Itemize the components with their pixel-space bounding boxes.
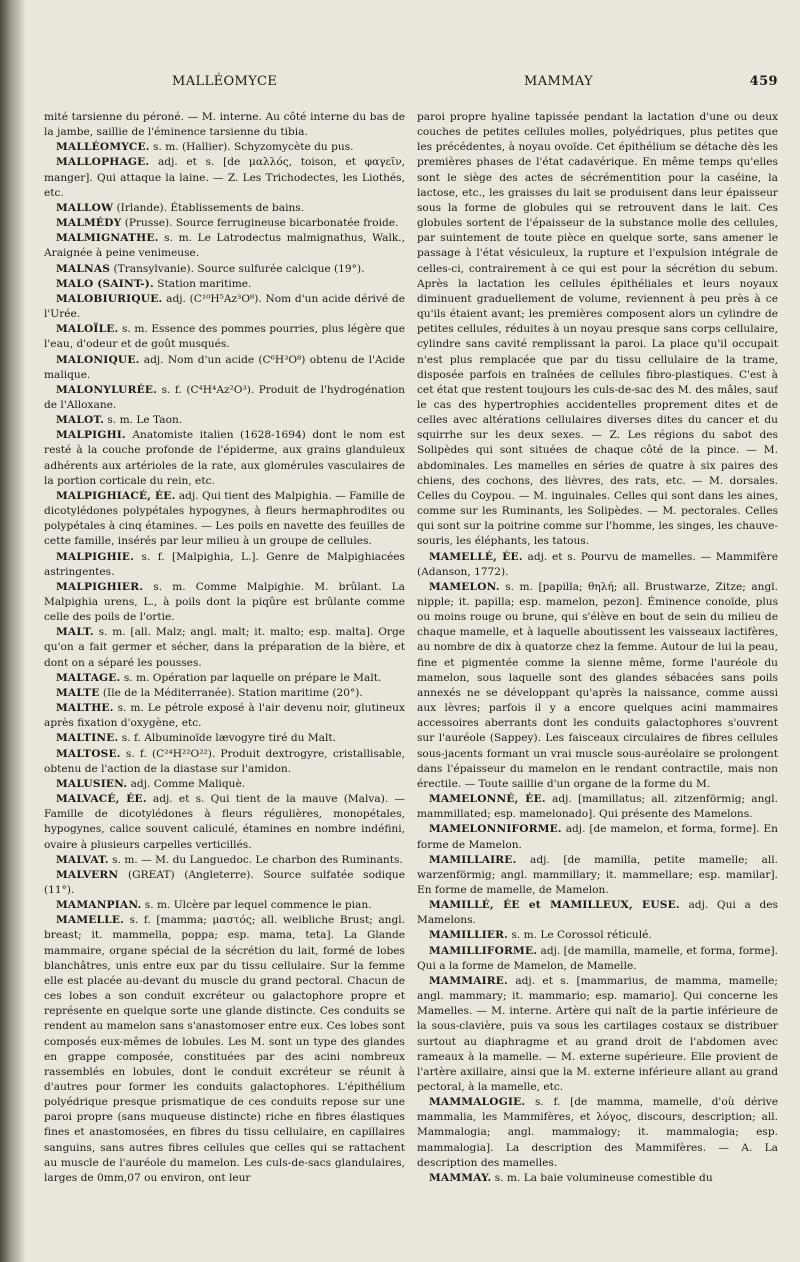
running-header [44, 74, 778, 98]
entry-definition: mité tarsienne du péroné. — M. interne. Au côté interne du bas de la jambe, saillie de l'éminence tarsienne du tibia. [44, 111, 405, 139]
entry-headword: MALMIGNATHE. [56, 232, 159, 245]
dictionary-entry [44, 155, 405, 200]
entry-definition: adj. [mamillatus; all. zitzenförmig; angl. mammillated; esp. mamelonado]. Qui présente des Mamelons. [417, 793, 778, 821]
dictionary-entry [44, 277, 405, 292]
dictionary-entry [417, 580, 778, 792]
dictionary-entry [44, 792, 405, 853]
entry-headword: MAMELLÉ, ÉE. [429, 550, 523, 563]
entry-headword: MALUSIEN. [56, 777, 128, 790]
entry-headword: MAMMAIRE. [429, 974, 508, 987]
dictionary-entry [44, 686, 405, 701]
entry-definition: adj. (C¹⁰H⁵Az³O⁸). Nom d'un acide dérivé de l'Urée. [44, 292, 405, 321]
entry-headword: MALPIGHIACÉ, ÉE. [56, 489, 176, 502]
dictionary-entry [417, 898, 778, 928]
entry-headword: MALLOW [56, 201, 114, 214]
entry-headword: MALT. [56, 626, 94, 639]
entry-headword: MALONIQUE. [56, 353, 140, 366]
dictionary-entry [44, 747, 405, 777]
entry-definition: (Ile de la Méditerranée). Station maritime (20°). [102, 686, 363, 699]
dictionary-entry [44, 201, 405, 216]
entry-definition: s. m. La baie volumineuse comestible du [494, 1171, 713, 1184]
right-column [417, 110, 778, 1242]
dictionary-entry [44, 110, 405, 140]
entry-headword: MALNAS [56, 262, 111, 275]
entry-headword: MALLOPHAGE. [56, 156, 150, 169]
entry-definition: adj. [de mamilla, mamelle, et forma, forme]. Qui a la forme de Mamelon, de Mamelle. [417, 944, 778, 972]
entry-headword: MALOÏLE. [56, 323, 119, 336]
entry-definition: Anatomiste italien (1628-1694) dont le nom est resté à la couche profonde de l'épiderme, aux grains glanduleux adhérents aux artérioles de la rate, aux glomérules vasculaires de la portion corticale du rein, etc. [44, 429, 405, 487]
entry-definition: s. m. Le Corossol réticulé. [511, 929, 652, 942]
entry-headword: MAMILLÉ, ÉE et MAMILLEUX, EUSE. [429, 899, 680, 912]
entry-headword: MALPIGHI. [56, 429, 126, 442]
dictionary-entry [44, 413, 405, 428]
entry-headword: MAMILLAIRE. [429, 853, 517, 866]
entry-definition: s. m. — M. du Languedoc. Le charbon des Ruminants. [112, 853, 403, 866]
dictionary-entry [44, 913, 405, 1186]
dictionary-entry [44, 383, 405, 413]
dictionary-entry [44, 428, 405, 489]
entry-definition: s. m. [all. Malz; angl. malt; it. malto; esp. malta]. Orge qu'on a fait germer et sécher, dans la préparation de la bière, et dont on a séparé les pousses. [44, 626, 405, 669]
entry-headword: MAMELONNIFORME. [429, 823, 562, 836]
entry-definition: s. f. Albuminoïde lævogyre tiré du Malt. [121, 732, 336, 745]
dictionary-entry [44, 898, 405, 913]
dictionary-entry [44, 853, 405, 868]
header-left-word: MALLÉOMYCE [172, 74, 278, 89]
entry-definition: s. m. Le Taon. [107, 414, 183, 427]
entry-definition: adj. Nom d'un acide (C⁶H³O⁸) obtenu de l'Acide malique. [44, 353, 405, 381]
entry-definition: s. m. Ulcère par lequel commence le pian. [144, 899, 372, 912]
dictionary-entry [417, 928, 778, 943]
dictionary-entry [44, 777, 405, 792]
dictionary-entry [417, 1095, 778, 1171]
dictionary-entry [44, 731, 405, 746]
entry-definition: s. m. Essence des pommes pourries, plus légère que l'eau, d'odeur et de goût musqués. [44, 323, 405, 351]
dictionary-entry [44, 625, 405, 670]
page-number: 459 [749, 74, 778, 89]
entry-definition: adj. et s. [mammarius, de mamma, mamelle; angl. mammary; it. mammario; esp. mamario]. Qui concerne les Mamelles. — M. interne. Artère qui naît de la partie inférieure de la sous-clavière, puis va sous les cartilages costaux se distribuer surtout au diaphragme et au grand droit de l'abdomen avec rameaux à la mamelle. — M. externe supérieure. Elle provient de l'artère axillaire, ainsi que la M. externe inférieure allant au grand pectoral, à la mamelle, etc. [417, 974, 778, 1093]
dictionary-entry [44, 489, 405, 550]
entry-headword: MALPIGHIE. [56, 550, 135, 563]
dictionary-entry [417, 822, 778, 852]
binding-shadow [0, 0, 26, 1262]
entry-headword: MALTE [56, 686, 100, 699]
dictionary-entry [417, 853, 778, 898]
entry-headword: MALMÉDY [56, 217, 122, 230]
dictionary-entry [417, 792, 778, 822]
entry-definition: (GREAT) (Angleterre). Source sulfatée sodique (11°). [44, 868, 405, 896]
entry-headword: MALTHE. [56, 702, 114, 715]
entry-definition: s. f. [Malpighia, L.]. Genre de Malpighiacées astringentes. [44, 550, 405, 578]
entry-definition: s. f. (C²⁴H²²O²²). Produit dextrogyre, cristallisable, obtenu de l'action de la diastase sur l'amidon. [44, 747, 405, 775]
entry-definition: s. m. Opération par laquelle on prépare le Malt. [123, 671, 382, 684]
dictionary-entry [44, 868, 405, 898]
entry-definition: adj. et s. [de μαλλός, toison, et φαγεῖν, manger]. Qui attaque la laine. — Z. Les Trichodectes, les Liothés, etc. [44, 156, 405, 199]
dictionary-entry [417, 1171, 778, 1186]
entry-definition: s. f. [de mamma, mamelle, d'où dérive mammalia, les Mammifères, et λόγος, discours, description; all. Mammalogia; angl. mammalogy; it. mammalogia; esp. mammalogia]. La description des Mammifères. — A. La description des mamelles. [417, 1096, 778, 1169]
dictionary-entry [417, 550, 778, 580]
entry-headword: MAMELONNÉ, ÉE. [429, 793, 546, 806]
entry-headword: MALONYLURÉE. [56, 383, 158, 396]
entry-definition: s. m. Le Latrodectus malmignathus, Walk., Araignée à peine venimeuse. [44, 232, 405, 260]
text-columns [44, 110, 778, 1242]
entry-headword: MALTAGE. [56, 671, 121, 684]
entry-headword: MAMILLIFORME. [429, 944, 538, 957]
entry-definition: s. f. (C⁴H⁴Az²O³). Produit de l'hydrogénation de l'Alloxane. [44, 383, 405, 411]
dictionary-entry [44, 550, 405, 580]
entry-definition: s. m. (Hallier). Schyzomycète du pus. [153, 141, 354, 154]
entry-headword: MAMELLE. [56, 914, 125, 927]
entry-definition: paroi propre hyaline tapissée pendant la lactation d'une ou deux couches de petites cellules molles, polyédriques, plus petites que les précédentes, à noyau ovoïde. Cet épithélium se détache dès les premières phases de l'état cadavérique. En même temps qu'elles sont le siège des actes de sécrémentition pour la caséine, la lactose, etc., les graisses du lait se produisent dans leur épaisseur sous la forme de globules qui se retrouvent dans le lait. Ces globules sortent de l'épaisseur de la substance molle des cellules, par suintement de toute pièce en quelque sorte, sans amener le passage à l'état vésiculeux, la rupture et l'expulsion intégrale de celles-ci, contrairement à ce qui est pour la sécrétion du sebum. Après la lactation les cellules épithéliales et leurs noyaux diminuent graduellement de volume, reviennent à peu près à ce qu'ils étaient avant; les premières composent alors un cylindre de petites cellules, réduites à un noyau presque sans corps cellulaire, cylindre sans cavité remplissant la paroi. La place qu'il occupait n'est plus remplacée que par du tissu cellulaire de la trame, disposée parfois en traînées de cellules fibro-plastiques. C'est à cet état que restent toujours les culs-de-sac des M. des mâles, sauf le cas des hypertrophies accidentelles proprement dites et de celles avec altérations cellulaires diverses dites du cancer et du squirrhe sur les deux sexes. — Z. Les régions du sabot des Solipèdes qui sont situées de chaque côté de la pince. — M. abdominales. Les mamelles en séries de quatre à six paires des chiens, des cochons, des lièvres, des rats, etc. — M. dorsales. Celles du Coypou. — M. inguinales. Celles qui sont dans les aines, comme sur les Ruminants, les Solipèdes. — M. pectorales. Celles qui sont sur la poitrine comme sur l'homme, les singes, les chauve-souris, les éléphants, les tatous. [417, 111, 778, 548]
entry-definition: (Irlande). Établissements de bains. [116, 201, 305, 214]
dictionary-entry [44, 353, 405, 383]
header-middle-word: MAMMAY [524, 74, 594, 89]
entry-definition: s. m. [papilla; θηλή; all. Brustwarze, Zitze; angl. nipple; it. papilla; esp. mamelon, pezon]. Éminence conoïde, plus ou moins rouge ou brune, qui s'élève en bout de sein du milieu de chaque mamelle, et à laquelle aboutissent les vaisseaux lactifères, au nombre de dix à quatorze chez la femme. Autour de lui la peau, fine et pigmentée comme la sienne même, forme l'auréole du mamelon, sous laquelle sont des glandes sébacées sans poils annexés ne se développant qu'après la naissance, comme aussi aux lèvres; parfois il y a encore quelques acini mammaires accessoires aberrants dont les conduits galactophores s'ouvrent sur l'auréole (Sappey). Les faisceaux circulaires de fibres cellules sous-jacents formant un vrai muscle sous-auréolaire se prolongent dans l'épaisseur du mamelon en le rendant contractile, mais non érectile. — Toute saillie d'un organe de la forme du M. [417, 580, 778, 790]
entry-headword: MALVAT. [56, 853, 109, 866]
entry-definition: adj. [de mamelon, et forma, forme]. En forme de Mamelon. [417, 823, 778, 851]
entry-definition: adj. et s. Qui tient de la mauve (Malva). — Famille de dicotylédones à fleurs régulières, monopétales, hypogynes, calice souvent caliculé, étamines en nombre indéfini, ovaire à plusieurs carpelles verticillés. [44, 793, 405, 851]
left-column [44, 110, 405, 1242]
dictionary-entry [417, 974, 778, 1095]
entry-headword: MAMMAY. [429, 1171, 492, 1184]
entry-definition: adj. et s. Pourvu de mamelles. — Mammifère (Adanson, 1772). [417, 550, 778, 578]
dictionary-entry [44, 262, 405, 277]
entry-headword: MAMELON. [429, 580, 500, 593]
dictionary-entry [44, 701, 405, 731]
entry-definition: adj. Comme Maliquè. [130, 777, 246, 790]
entry-definition: adj. Qui a des Mamelons. [417, 899, 778, 927]
entry-definition: adj. Qui tient des Malpighia. — Famille de dicotylédones polypétales hypogynes, à fleurs hermaphrodites ou polypétales à cinq étamines. — Les poils en navette des feuilles de cette famille, insérés par leur milieu à un groupe de cellules. [44, 489, 405, 548]
entry-definition: adj. [de mamilla, petite mamelle; all. warzenförmig; angl. mammillary; it. mammellare; esp. mamilar]. En forme de mamelle, de Mamelon. [417, 853, 778, 896]
dictionary-entry [44, 322, 405, 352]
entry-headword: MALO (SAINT-). [56, 277, 154, 290]
entry-headword: MALTINE. [56, 732, 119, 745]
entry-headword: MALPIGHIER. [56, 580, 144, 593]
dictionary-entry [44, 580, 405, 625]
entry-headword: MAMILLIER. [429, 929, 509, 942]
entry-definition: s. f. [mamma; μαστός; all. weibliche Brust; angl. breast; it. mammella, poppa; esp. mama, teta]. La Glande mammaire, organe spécial de la sécrétion du lait, formé de lobes blanchâtres, unis entre eux par du tissu cellulaire. Sur la femme elle est placée au-devant du muscle du grand pectoral. Chacun de ces lobes a son conduit excréteur ou galactophore propre et représente en quelque sorte une glande distincte. Ces conduits se rendent au mamelon sans s'anastomoser entre eux. Ces lobes sont composés eux-mêmes de lobules. Les M. sont un type des glandes en grappe composée, constituées par des acini nombreux rassemblés en lobules, dont le conduit excréteur se réunit à d'autres pour former les conduits galactophores. L'épithélium polyédrique presque prismatique de ces conduits repose sur une paroi propre (sans muqueuse distincte) riche en fibres élastiques fines et anastomosées, en fibres du tissu cellulaire, en capillaires sanguins, sans autres fibres cellules que celles qui se rattachent au muscle de l'auréole du mamelon. Les culs-de-sacs glandulaires, larges de 0mm,07 ou environ, ont leur [44, 914, 405, 1184]
dictionary-entry [417, 944, 778, 974]
entry-headword: MALOBIURIQUE. [56, 292, 163, 305]
dictionary-entry [44, 231, 405, 261]
entry-definition: s. m. Le pétrole exposé à l'air devenu noir, glutineux après fixation d'oxygène, etc. [44, 702, 405, 730]
dictionary-entry [44, 292, 405, 322]
dictionary-entry [44, 216, 405, 231]
entry-headword: MALOT. [56, 414, 105, 427]
entry-headword: MALVERN [56, 868, 119, 881]
entry-headword: MALVACÉ, ÉE. [56, 793, 147, 806]
entry-definition: s. m. Comme Malpighie. M. brûlant. La Malpighia urens, L., à poils dont la piqûre est brûlante comme celle des poils de l'ortie. [44, 580, 405, 624]
entry-headword: MALTOSE. [56, 747, 121, 760]
entry-headword: MAMANPIAN. [56, 899, 142, 912]
entry-definition: Station maritime. [157, 277, 252, 290]
entry-definition: (Transylvanie). Source sulfurée calcique (19°). [113, 262, 365, 275]
entry-definition: (Prusse). Source ferrugineuse bicarbonatée froide. [124, 217, 399, 230]
entry-headword: MAMMALOGIE. [429, 1096, 526, 1109]
entry-headword: MALLÉOMYCE. [56, 141, 150, 154]
dictionary-entry [44, 671, 405, 686]
dictionary-entry [44, 140, 405, 155]
dictionary-entry [417, 110, 778, 550]
